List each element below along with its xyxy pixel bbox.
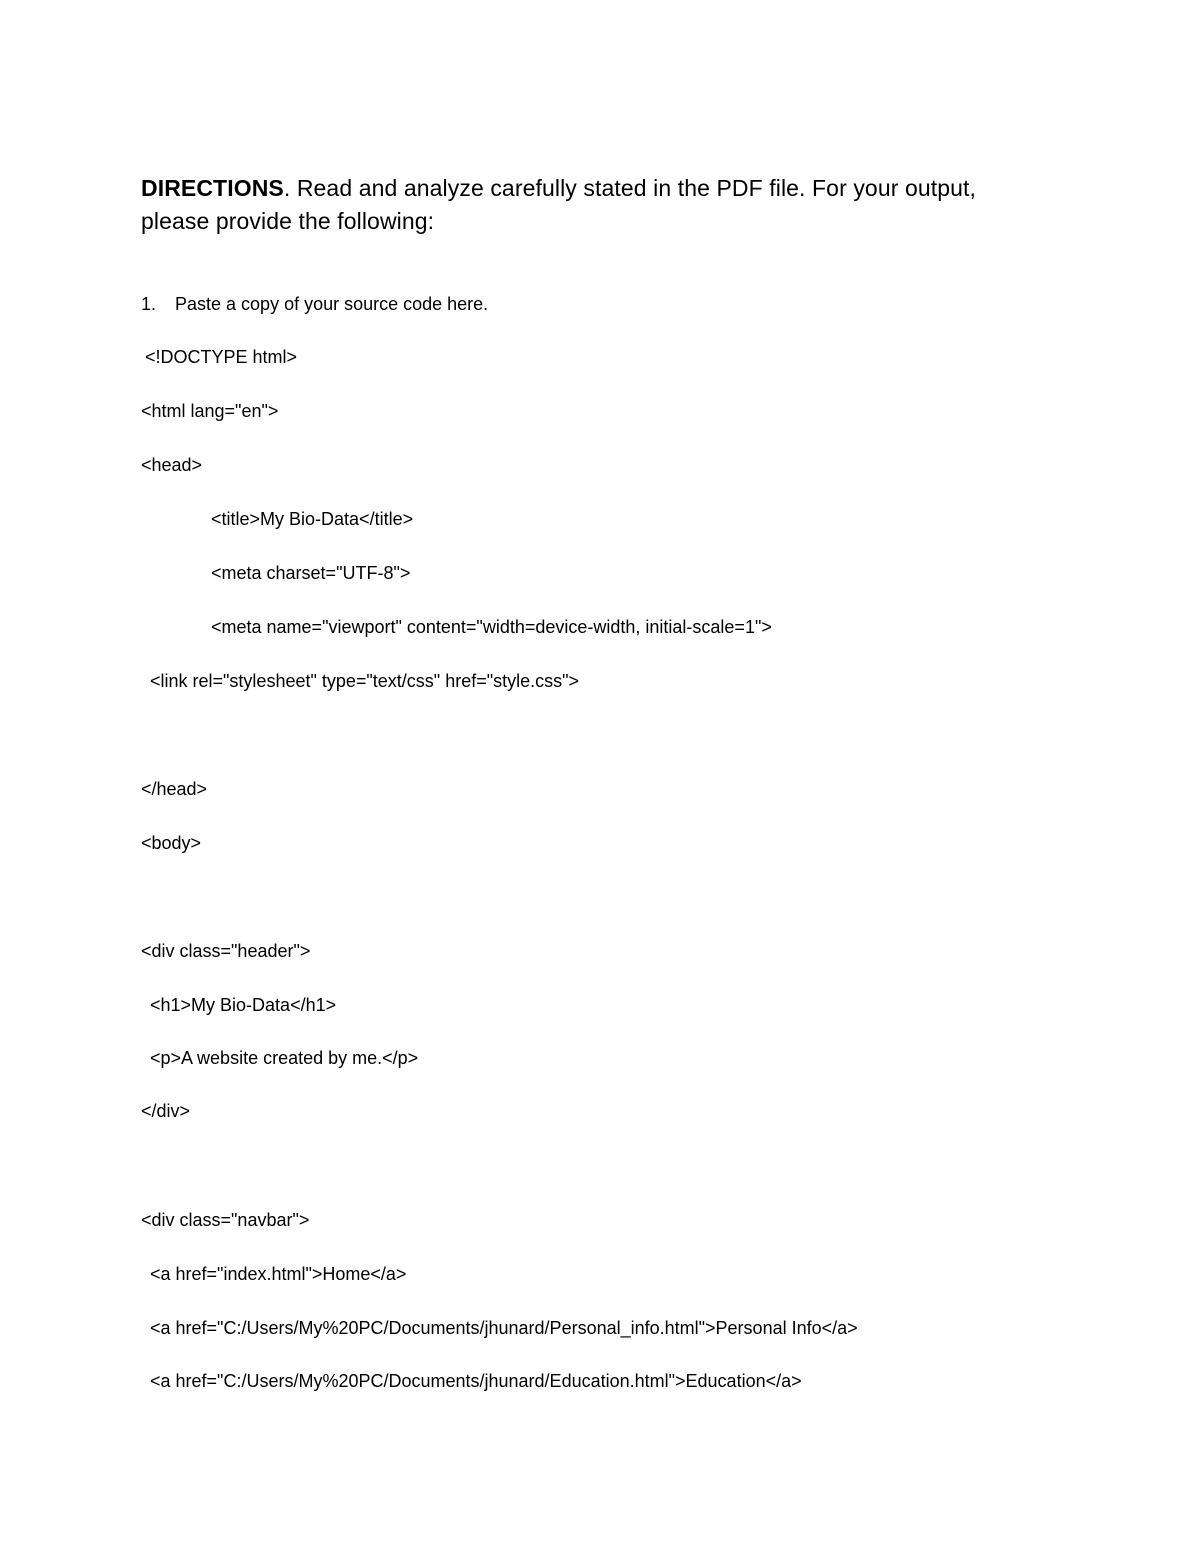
- directions-text: . Read and analyze carefully stated in the PDF file. For your output, please provide the following:: [141, 175, 976, 234]
- code-line-head: <head>: [141, 455, 203, 475]
- code-line-link-personal-info: <a href="C:/Users/My%20PC/Documents/jhunard/Personal_info.html">Personal Info</a>: [150, 1318, 858, 1338]
- list-text: Paste a copy of your source code here.: [175, 294, 489, 314]
- code-line-p: <p>A website created by me.</p>: [150, 1048, 419, 1068]
- code-line-meta-viewport: <meta name="viewport" content="width=device-width, initial-scale=1">: [211, 617, 772, 637]
- code-line-div-navbar: <div class="navbar">: [141, 1210, 310, 1230]
- code-line-div-close: </div>: [141, 1101, 191, 1121]
- code-line-link-home: <a href="index.html">Home</a>: [150, 1264, 407, 1284]
- list-number: 1.: [141, 294, 157, 314]
- list-item: [141, 292, 488, 316]
- directions-label: DIRECTIONS: [141, 175, 284, 201]
- code-line-h1: <h1>My Bio-Data</h1>: [150, 995, 337, 1015]
- code-line-head-close: </head>: [141, 779, 208, 799]
- code-line-body: <body>: [141, 833, 202, 853]
- directions-paragraph: [141, 172, 1041, 238]
- code-line-div-header: <div class="header">: [141, 941, 311, 961]
- code-line-html: <html lang="en">: [141, 401, 279, 421]
- code-line-doctype: <!DOCTYPE html>: [145, 347, 298, 367]
- code-line-link: <link rel="stylesheet" type="text/css" href="style.css">: [150, 671, 580, 691]
- code-line-title: <title>My Bio-Data</title>: [211, 509, 414, 529]
- code-line-link-education: <a href="C:/Users/My%20PC/Documents/jhunard/Education.html">Education</a>: [150, 1371, 802, 1391]
- code-line-meta-charset: <meta charset="UTF-8">: [211, 563, 411, 583]
